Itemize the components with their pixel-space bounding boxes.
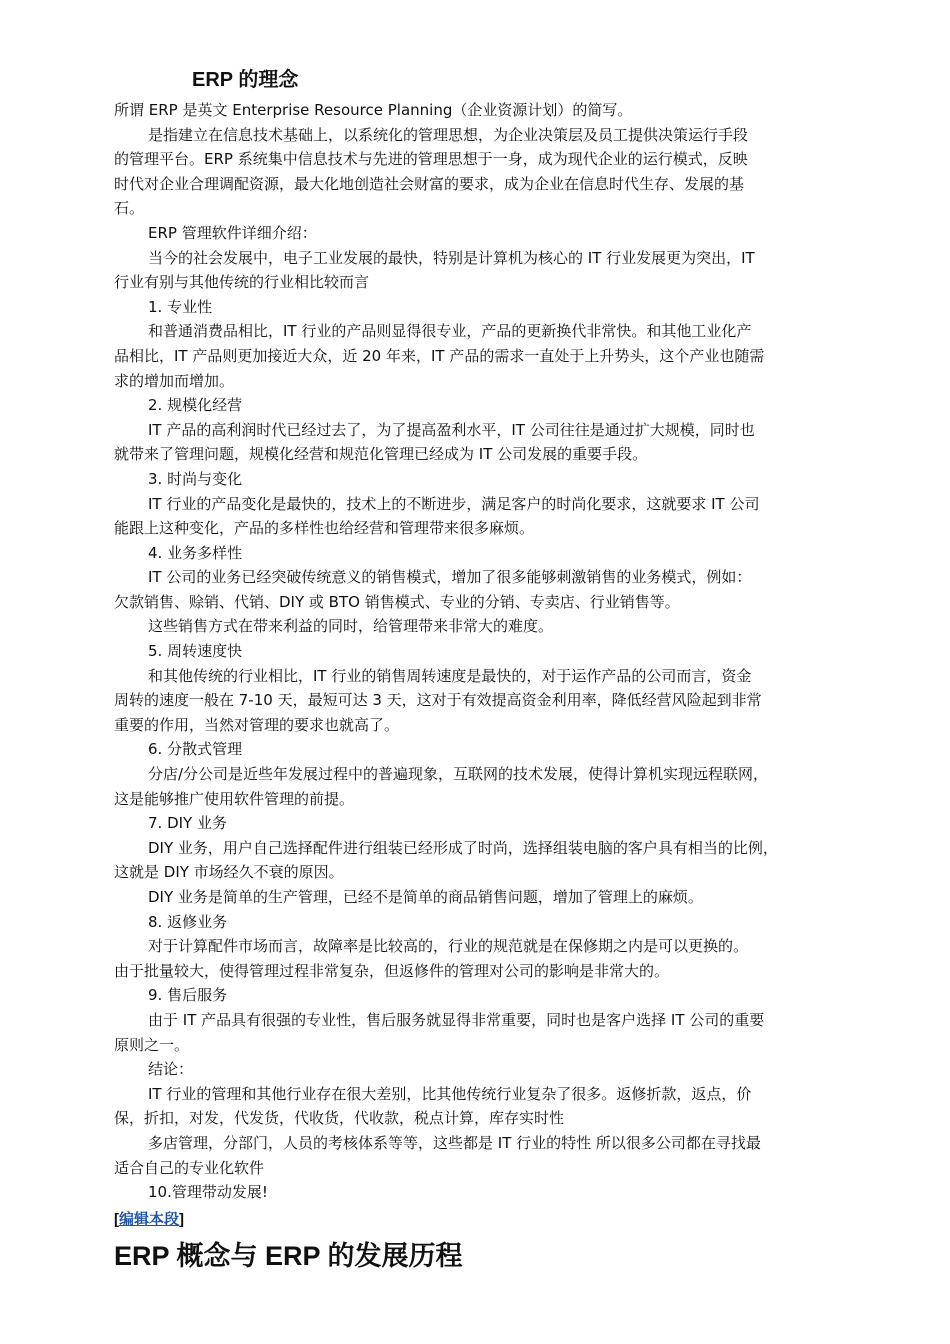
text-line: 时代对企业合理调配资源，最大化地创造社会财富的要求，成为企业在信息时代生存、发展的基 [114,174,745,193]
text-line: 这是能够推广使用软件管理的前提。 [114,789,355,808]
text-line: DIY 业务，用户自己选择配件进行组装已经形成了时尚，选择组装电脑的客户具有相当的比例， [148,838,778,857]
text-line: 1. 专业性 [148,297,213,316]
text-line: 原则之一。 [114,1035,190,1054]
text-line: 品相比，IT 产品则更加接近大众，近 20 年来，IT 产品的需求一直处于上升势头，这个产业也随需 [114,346,765,365]
text-line: 10.管理带动发展! [148,1183,268,1202]
text-line: 结论： [148,1060,194,1079]
text-line: 8. 返修业务 [148,912,228,931]
text-line: 石。 [114,199,145,218]
text-line: 和其他传统的行业相比，IT 行业的销售周转速度是最快的，对于运作产品的公司而言，资金 [148,666,752,685]
document-body [114,68,874,1273]
edit-section-row [114,1207,874,1233]
text-line: 这就是 DIY 市场经久不衰的原因。 [114,863,344,882]
text-line: 3. 时尚与变化 [148,469,243,488]
text-line: 能跟上这种变化，产品的多样性也给经营和管理带来很多麻烦。 [114,519,535,538]
text-line: 9. 售后服务 [148,986,228,1005]
text-line: 由于 IT 产品具有很强的专业性，售后服务就显得非常重要，同时也是客户选择 IT 公司的重要 [148,1010,765,1029]
text-line: 6. 分散式管理 [148,740,243,759]
text-line: 这些销售方式在带来利益的同时，给管理带来非常大的难度。 [148,617,554,636]
text-line: 是指建立在信息技术基础上，以系统化的管理思想，为企业决策层及员工提供决策运行手段 [148,125,749,144]
page-title: ERP 的理念 [192,69,299,91]
text-line: 行业有别与其他传统的行业相比较而言 [114,273,370,292]
text-line: ERP 管理软件详细介绍： [148,223,317,242]
text-line: IT 产品的高利润时代已经过去了，为了提高盈利水平，IT 公司往往是通过扩大规模，同时也 [148,420,755,439]
text-line: 保，折扣，对发，代发货，代收货，代收款，税点计算，库存实时性 [114,1109,565,1128]
edit-bracket-open: [ [114,1210,119,1228]
text-line: 和普通消费品相比，IT 行业的产品则显得很专业，产品的更新换代非常快。和其他工业化产 [148,322,752,341]
text-line: 对于计算配件市场而言，故障率是比较高的，行业的规范就是在保修期之内是可以更换的。 [148,937,749,956]
text-line: IT 行业的管理和其他行业存在很大差别，比其他传统行业复杂了很多。返修折款，返点，价 [148,1084,752,1103]
text-line: IT 公司的业务已经突破传统意义的销售模式，增加了很多能够刺激销售的业务模式，例如： [148,568,752,587]
text-line: 由于批量较大，使得管理过程非常复杂，但返修件的管理对公司的影响是非常大的。 [114,961,670,980]
section-heading: ERP 概念与 ERP 的发展历程 [114,1240,463,1271]
text-line: 多店管理，分部门，人员的考核体系等等，这些都是 IT 行业的特性 所以很多公司都在寻找最 [148,1133,761,1152]
text-line: 分店/分公司是近些年发展过程中的普遍现象，互联网的技术发展，使得计算机实现远程联网， [148,765,769,784]
text-line: DIY 业务是简单的生产管理，已经不是简单的商品销售问题，增加了管理上的麻烦。 [148,888,703,906]
text-line: 4. 业务多样性 [148,543,243,562]
text-line: 适合自己的专业化软件 [114,1158,265,1177]
text-line: 7. DIY 业务 [148,814,227,833]
text-line: 当今的社会发展中，电子工业发展的最快，特别是计算机为核心的 IT 行业发展更为突出，IT [148,248,755,267]
text-line: 欠款销售、赊销、代销、DIY 或 BTO 销售模式、专业的分销、专卖店、行业销售等。 [114,592,680,611]
text-line: 求的增加而增加。 [114,371,235,390]
text-line: 的管理平台。ERP 系统集中信息技术与先进的管理思想于一身，成为现代企业的运行模式，反映 [114,150,748,169]
edit-section-link[interactable]: 编辑本段 [119,1210,180,1228]
edit-bracket-close: ] [179,1210,185,1228]
text-line: 2. 规模化经营 [148,396,243,415]
text-line: IT 行业的产品变化是最快的，技术上的不断进步，满足客户的时尚化要求，这就要求 IT 公司 [148,494,760,513]
text-line: 所谓 ERP 是英文 Enterprise Resource Planning（企业资源计划）的简写。 [114,101,633,119]
text-line: 周转的速度一般在 7-10 天，最短可达 3 天，这对于有效提高资金利用率，降低经营风险起到非常 [114,691,762,710]
text-line: 就带来了管理问题，规模化经营和规范化管理已经成为 IT 公司发展的重要手段。 [114,445,648,464]
text-line: 5. 周转速度快 [148,642,243,661]
paragraph-list [114,98,874,1205]
text-line: 重要的作用，当然对管理的要求也就高了。 [114,715,400,734]
